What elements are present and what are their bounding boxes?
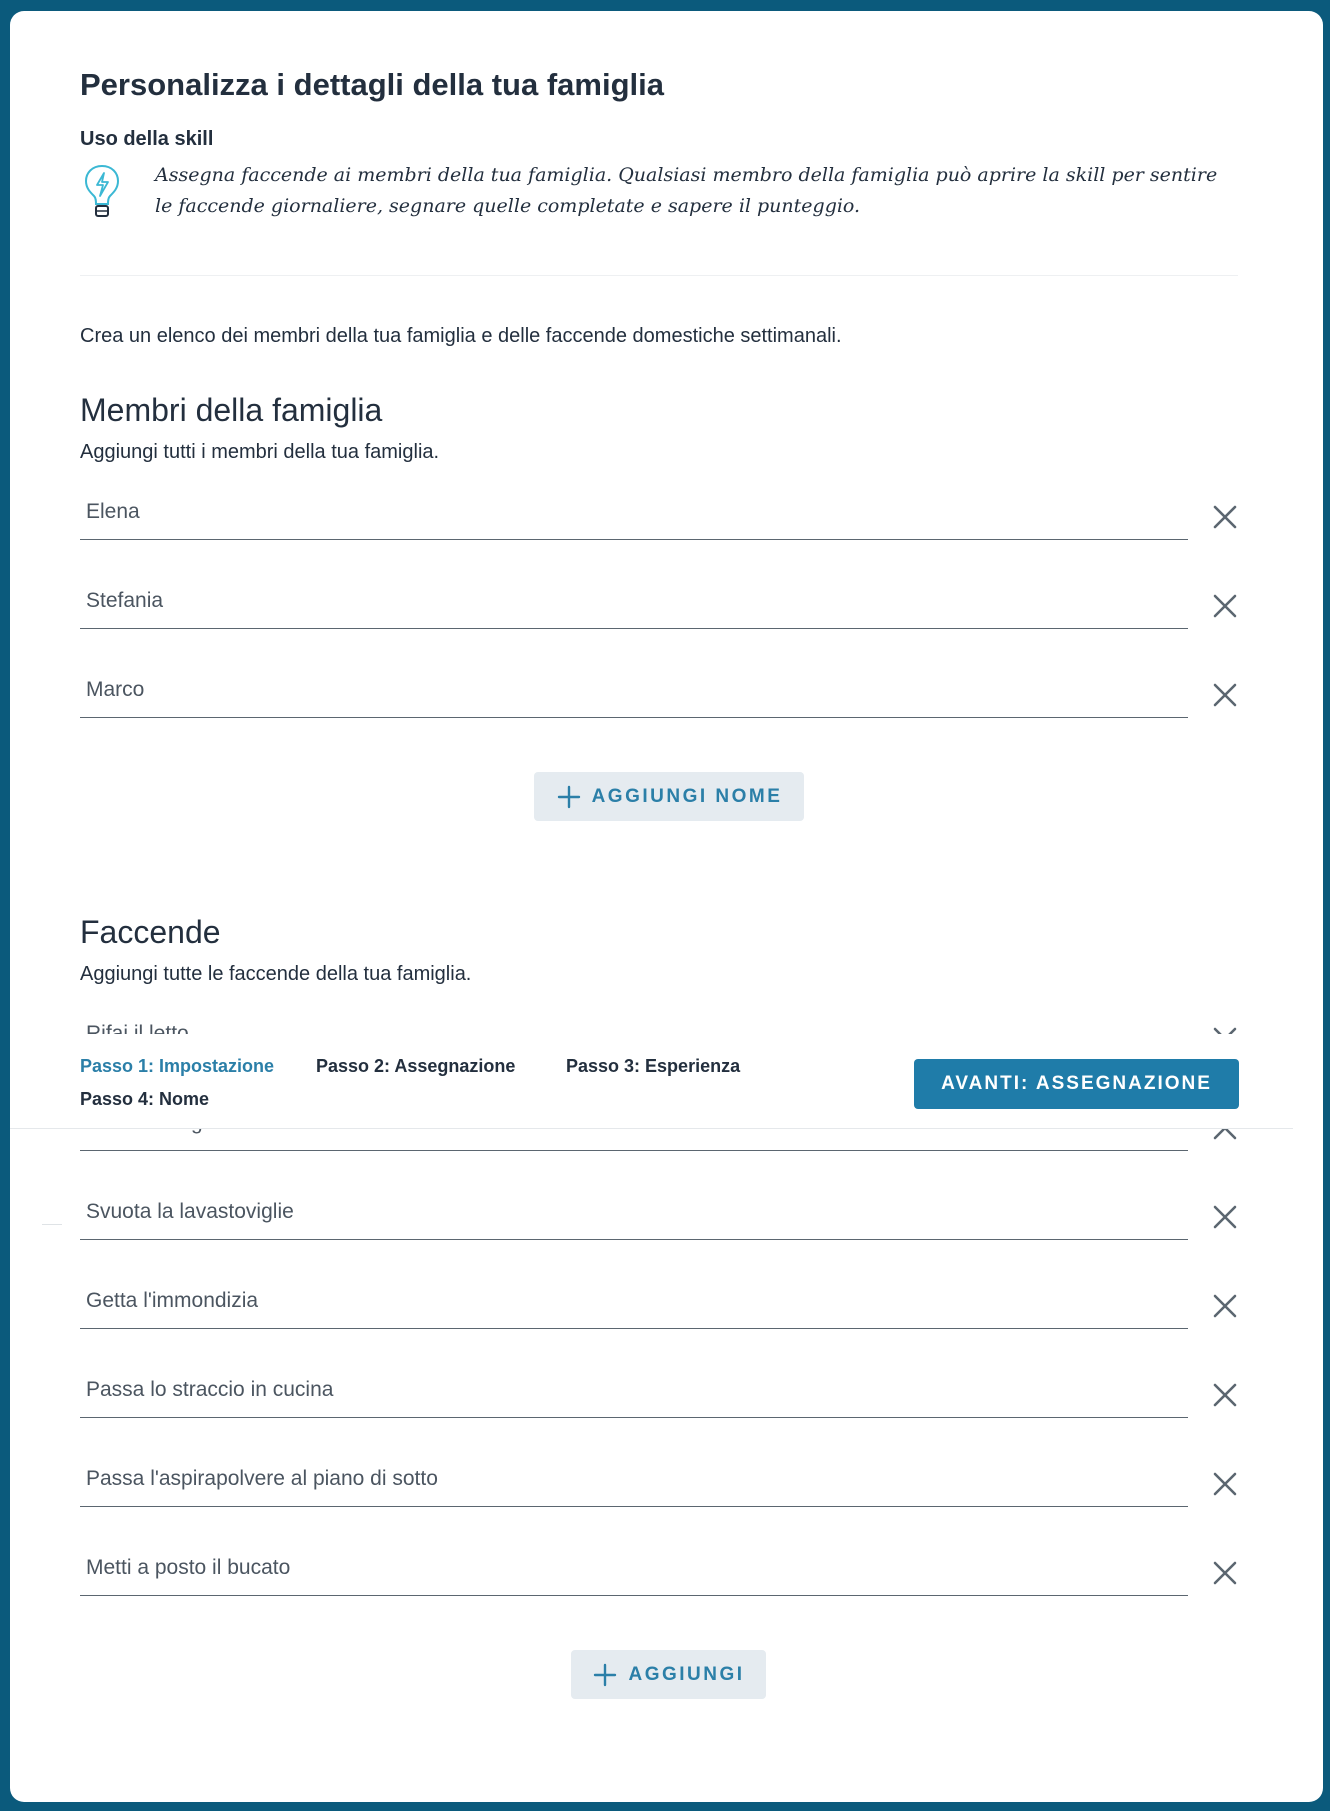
member-row — [80, 484, 1238, 542]
plus-icon — [592, 1662, 618, 1688]
chore-input[interactable] — [80, 1451, 1188, 1507]
steps-footer — [10, 1034, 1293, 1129]
chore-input[interactable] — [80, 1273, 1188, 1329]
close-icon — [1204, 585, 1246, 627]
member-name-input[interactable] — [80, 573, 1188, 629]
intro-text: Crea un elenco dei membri della tua famiglia e delle faccende domestiche settimanali. — [80, 325, 842, 347]
chore-row — [80, 1184, 1238, 1242]
next-assignment-button[interactable]: AVANTI: ASSEGNAZIONE — [914, 1059, 1239, 1109]
members-title: Membri della famiglia — [80, 392, 383, 428]
chore-input[interactable] — [80, 1540, 1188, 1596]
member-row — [80, 573, 1238, 631]
chores-title: Faccende — [80, 914, 221, 950]
remove-member-button[interactable] — [1204, 585, 1246, 627]
remove-chore-button[interactable] — [1204, 1552, 1246, 1594]
close-icon — [1204, 674, 1246, 716]
chore-input[interactable] — [80, 1362, 1188, 1418]
close-icon — [1204, 1374, 1246, 1416]
usage-description: Assegna faccende ai membri della tua famiglia. Qualsiasi membro della famiglia può aprire la skill per sentire le faccende giornaliere, segnare quelle completate e sapere il punteggio. — [155, 164, 1218, 217]
close-icon — [1204, 496, 1246, 538]
chore-row — [80, 1273, 1238, 1331]
plus-icon — [556, 784, 582, 810]
member-name-input[interactable] — [80, 484, 1188, 540]
members-subtitle: Aggiungi tutti i membri della tua famiglia. — [80, 441, 440, 463]
step-setup[interactable]: Passo 1: Impostazione — [80, 1056, 275, 1076]
page-title: Personalizza i dettagli della tua famiglia — [80, 67, 664, 102]
usage-heading: Uso della skill — [80, 128, 214, 150]
close-icon — [1204, 1196, 1246, 1238]
add-name-label: AGGIUNGI NOME — [591, 785, 783, 807]
close-icon — [1204, 1463, 1246, 1505]
remove-chore-button[interactable] — [1204, 1285, 1246, 1327]
chores-subtitle: Aggiungi tutte le faccende della tua famiglia. — [80, 963, 472, 985]
close-icon — [1204, 1285, 1246, 1327]
step-assignment[interactable]: Passo 2: Assegnazione — [316, 1056, 516, 1076]
add-chore-button[interactable] — [571, 1650, 766, 1699]
chore-row — [80, 1451, 1238, 1509]
chore-row — [80, 1540, 1238, 1598]
step-name[interactable]: Passo 4: Nome — [80, 1089, 210, 1109]
add-name-button[interactable] — [534, 772, 804, 821]
remove-chore-button[interactable] — [1204, 1196, 1246, 1238]
remove-chore-button[interactable] — [1204, 1463, 1246, 1505]
chore-input[interactable] — [80, 1184, 1188, 1240]
section-divider — [80, 275, 1238, 276]
setup-card — [10, 11, 1323, 1802]
member-name-input[interactable] — [80, 662, 1188, 718]
step-experience[interactable]: Passo 3: Esperienza — [566, 1056, 741, 1076]
member-row — [80, 662, 1238, 720]
lightbulb-icon — [84, 163, 120, 221]
decorative-dash — [42, 1224, 62, 1225]
remove-member-button[interactable] — [1204, 674, 1246, 716]
remove-chore-button[interactable] — [1204, 1374, 1246, 1416]
remove-member-button[interactable] — [1204, 496, 1246, 538]
chore-row — [80, 1362, 1238, 1420]
add-chore-label: AGGIUNGI — [628, 1663, 745, 1685]
close-icon — [1204, 1552, 1246, 1594]
